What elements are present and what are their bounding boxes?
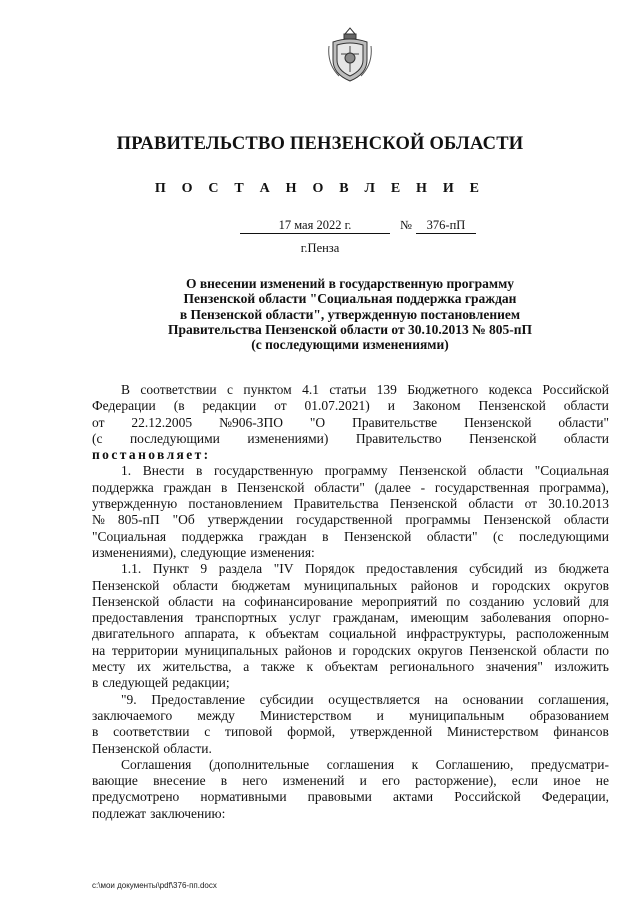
body-line: предоставления транспортных услуг гражданам, имеющим заболевания опорно- <box>92 610 609 626</box>
document-title <box>100 276 600 352</box>
title-line: Пензенской области "Социальная поддержка граждан <box>183 291 517 307</box>
body-line: двигательного аппарата, к объектам социальной инфраструктуры, расположенным <box>92 626 609 642</box>
body-line: предусмотрено нормативными правовыми актами Российской Федерации, <box>92 789 609 805</box>
body-line: "9. Предоставление субсидии осуществляется на основании соглашения, <box>121 691 609 707</box>
city: г.Пенза <box>300 241 340 255</box>
body-line: № 805-пП "Об утверждении государственной программы Пензенской области <box>92 512 609 528</box>
document-type: П О С Т А Н О В Л Е Н И Е <box>154 181 486 196</box>
body-line: (с последующими изменениями) Правительство Пензенской области <box>92 430 609 446</box>
file-path-footer: c:\мои документы\рdf\376-пп.docx <box>92 881 217 890</box>
title-line: Правительства Пензенской области от 30.10.2013 № 805-пП <box>167 321 533 337</box>
number-label: № <box>400 218 412 232</box>
body-line: в следующей редакции; <box>92 675 230 691</box>
document-body <box>92 382 609 822</box>
body-line: месту их жительства, а также к объектам регионального значения" изложить <box>92 659 609 675</box>
title-line: О внесении изменений в государственную программу <box>185 276 515 291</box>
body-line: подлежат заключению: <box>92 805 226 821</box>
body-line: от 22.12.2005 №906-ЗПО "О Правительстве Пензенской области" <box>92 414 609 430</box>
body-line: 1. Внести в государственную программу Пензенской области "Социальная <box>121 463 609 479</box>
body-line: утвержденную постановлением Правительства Пензенской области от 30.10.2013 <box>92 496 609 512</box>
body-line: Федерации (в редакции от 01.07.2021) и Законом Пензенской области <box>92 398 609 414</box>
body-line: Пензенской области. <box>92 740 212 756</box>
body-line: поддержка граждан в Пензенской области" (далее - государственная программа), <box>92 479 609 495</box>
body-line: вающие внесение в него изменений и его расторжение), если иное не <box>92 773 609 789</box>
body-line: В соответствии с пунктом 4.1 статьи 139 Бюджетного кодекса Российской <box>121 382 609 397</box>
title-line: в Пензенской области", утвержденную постановлением <box>179 306 521 322</box>
body-line: Пензенской области на софинансирование мероприятий по созданию условий для <box>92 593 609 609</box>
body-line: на территории муниципальных районов и городских округов Пензенской области по <box>92 642 609 658</box>
body-line: заключаемого между Министерством и муниципальным образованием <box>92 707 609 723</box>
body-line: постановляет: <box>92 447 211 463</box>
title-line: (с последующими изменениями) <box>251 337 449 353</box>
government-name: ПРАВИТЕЛЬСТВО ПЕНЗЕНСКОЙ ОБЛАСТИ <box>116 134 524 154</box>
coat-of-arms-emblem <box>327 24 373 84</box>
body-line: изменениями), следующие изменения: <box>92 544 315 560</box>
document-date: 17 мая 2022 г. <box>240 218 390 234</box>
body-line: 1.1. Пункт 9 раздела "IV Порядок предоставления субсидий из бюджета <box>121 561 609 577</box>
document-number: 376-пП <box>416 218 476 234</box>
body-line: Пензенской области бюджетам муниципальных районов и городских округов <box>92 577 609 593</box>
body-line: в соответствии с типовой формой, утвержденной Министерством финансов <box>92 724 609 740</box>
body-line: "Социальная поддержка граждан в Пензенской области" (с последующими <box>92 528 609 544</box>
body-line: Соглашения (дополнительные соглашения к Соглашению, предусматри- <box>121 756 609 772</box>
